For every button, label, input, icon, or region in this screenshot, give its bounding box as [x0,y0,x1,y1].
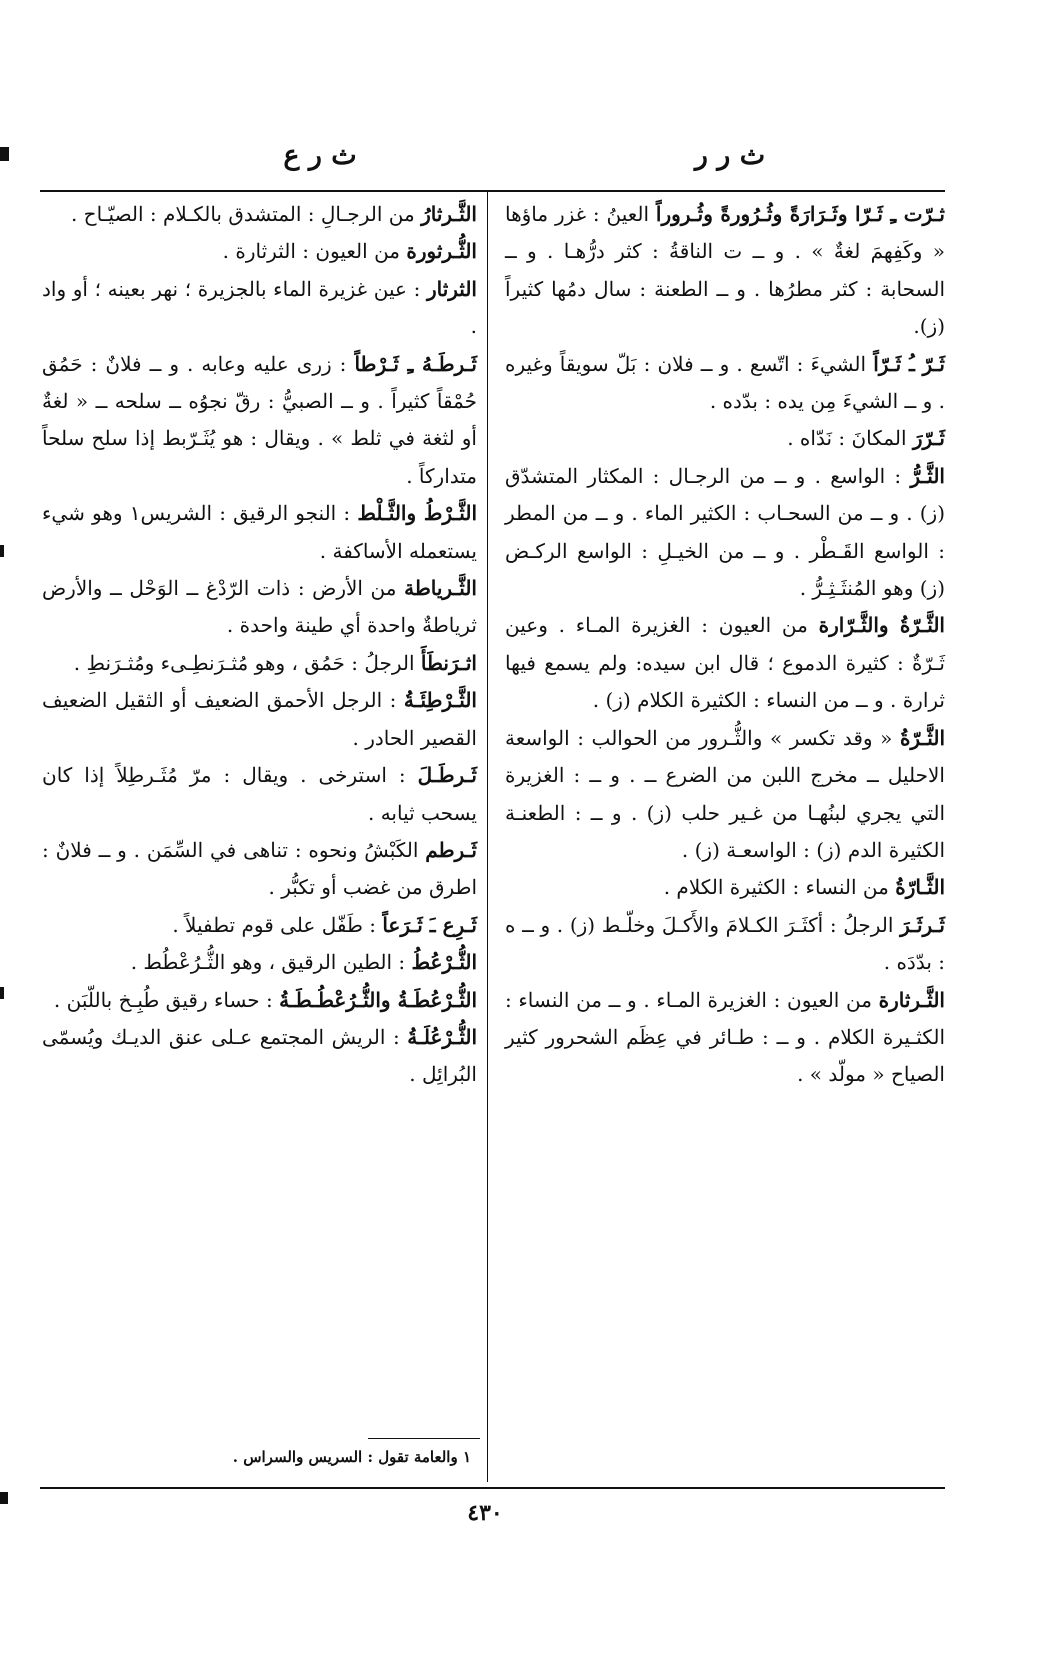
left-column [42,196,477,1094]
dictionary-entry [42,832,477,907]
dictionary-entry [505,869,945,906]
headword: ثَـرطَـهُ ـِ ثَـرْطاً [354,351,477,376]
headword: الثَّـرّةُ والثَّـرّارة [818,613,945,638]
edge-mark [0,147,9,161]
definition: : عين غزيرة الماء بالجزيرة ؛ نهر بعينه ؛ أو واد . [42,276,477,339]
right-column [505,196,945,1094]
edge-mark [0,545,4,557]
headword: الثَّـرْطُ والثَّـلْط [357,501,477,526]
running-header-right: ث ر ر [694,140,766,171]
headword: ثَـرّ ـُ ثَـرّاً [873,351,946,376]
headword: الثَّـرياطة [404,576,477,601]
top-rule [40,190,945,192]
dictionary-entry [42,982,477,1019]
headword: الثَّـرّةُ [899,725,945,750]
dictionary-entry [42,682,477,757]
definition: الشيءَ : اتّسع . و ــ فلان : بَلّ سويقاً وغيره . و ــ الشيءَ مِن يده : بدّده . [505,351,945,414]
definition: : طَفّل على قوم تطفيلاً . [172,912,383,937]
headword: الثُّـرْعُلَـةُ [407,1024,477,1049]
dictionary-entry [42,757,477,832]
dictionary-entry [505,458,945,608]
dictionary-entry [505,907,945,982]
definition: : حساء رقيق طُبِـخ باللّبَن . [53,987,280,1012]
dictionary-entry [505,982,945,1094]
bottom-rule [40,1487,945,1489]
definition: المكانَ : نَدّاه . [787,426,913,451]
definition: الكَبْشُ ونحوه : تناهى في السِّمَن . و ــ فلانٌ : اطرق من غضب أو تكبُّر . [42,837,477,900]
dictionary-entry [505,196,945,346]
headword: الثَّـرْطِئَـةُ [403,688,477,713]
headword: الثَّـرُّ [910,463,945,488]
dictionary-entry [42,233,477,270]
headword: الثُّـرْعُطَـةُ والثُّـرُعْطُـطَـةُ [279,987,477,1012]
headword: الثُّـرثورة [406,239,477,264]
footnote-rule [368,1438,480,1439]
headword: ثـرّت ـِ ثَـرّا وثَـرَارَةً وثُـرُورةً وثُـروراً [655,202,946,226]
dictionary-entry [42,570,477,645]
column-divider [487,192,488,1482]
headword: ثَـرطَـلَ [417,763,477,788]
dictionary-entry [505,420,945,457]
definition: من العيون : الثرثارة . [222,239,407,264]
definition: من الأرض : ذات الرّدْغ ــ الوَحْل ــ والأرض ثرياطةٌ واحدة أي طينة واحدة . [42,576,477,638]
headword: الثَّـارّةُ [895,875,945,900]
page-number: ٤٣٠ [467,1500,503,1526]
definition: : استرخى . ويقال : مرّ مُثَـرطِلاً إذا كان يسحب ثيابه . [42,763,477,825]
headword: الثَّـرثارة [878,987,945,1012]
definition: العينُ : غزر ماؤها « وكَفِهمَ لغةٌ » . و ــ ت الناقةُ : كثر درُّهـا . و ــ السحابة : كثر مطرُها . و ــ الطعنة : سال دمُها كثيراً (ز). [505,202,945,339]
headword: ثَـرثَـرَ [900,912,945,937]
headword: الثُّـرْعُطُ [411,950,477,975]
definition: : الريش المجتمع عـلى عنق الديـك ويُسمّى البُرائِل . [42,1024,477,1087]
dictionary-entry [42,907,477,944]
dictionary-entry [42,271,477,346]
headword: ثَـرطم [425,837,477,862]
dictionary-entry [505,720,945,870]
definition: : الرجل الأحمق الضعيف أو الثقيل الضعيف القصير الحادر . [42,688,477,750]
headword: ثَـرِع ـَ ثَـرَعاً [382,912,477,937]
dictionary-entry [505,346,945,421]
definition: : زرى عليه وعابه . و ــ فلانٌ : حَمُق حُمْقاً كثيراً . و ــ الصبيُّ : رقّ نجوُه ــ سلحه ــ « لغةٌ أو لثغة في ثلط » . ويقال : هو يُثَـرّبط إذا سلح سلحاً متداركاً . [42,351,477,488]
definition: من العيون : الغزيرة المـاء . و ــ من النساء : الكثـيرة الكلام . و ــ : طـائر في عِظَم الشحرور كثير الصياح « مولّد » . [505,987,945,1087]
edge-mark [0,1492,8,1504]
definition: الرجلُ : حَمُق ، وهو مُثـرَنطِـىء ومُثـرَنطِ . [73,650,421,675]
dictionary-entry [42,495,477,570]
definition: من الرجـالِ : المتشدق بالكـلام : الصيّـاح . [70,202,422,226]
definition: من العيون : الغزيرة المـاء . وعين ثَـرّةٌ : كثيرة الدموع ؛ قال ابن سيده: ولم يسمع فيها ثرارة . و ــ من النساء : الكثيرة الكلام (ز) . [505,613,945,713]
headword: الثرثار [426,276,477,301]
definition: « وقد تكسر » والثُّـرور من الحوالب : الواسعة الاحليل ــ مخرج اللبن من الضرع ــ . و ــ : الغزيرة التي يجري لبنُهـا من غـير حلب (ز) . و ــ : الطعنـة الكثيرة الدم (ز) : الواسعـة (ز) . [505,725,945,862]
definition: الرجلُ : أكثَـرَ الكـلامَ والأَكـلَ وخلّـط (ز) . و ــ ه : بدّدَه . [505,912,945,975]
headword: اثـرَنطَأَ [420,650,477,675]
headword: ثَـرّرَ [912,426,945,451]
edge-mark [0,987,4,999]
definition: من النساء : الكثيرة الكلام . [663,875,896,900]
dictionary-entry [42,1019,477,1094]
definition: : النجو الرقيق : الشريس١ وهو شيء يستعمله الأساكفة . [42,501,477,563]
dictionary-entry [42,645,477,682]
dictionary-entry [42,346,477,496]
dictionary-entry [42,944,477,981]
footnote: ١ والعامة تقول : السريس والسراس . [232,1448,471,1466]
headword: الثَّـرثارُ [421,202,477,226]
definition: : الواسع . و ــ من الرجـال : المكثار المتشدّق (ز) . و ــ من السحـاب : الكثير الماء . و ــ من المطر : الواسع القَـطْر . و ــ من الخيـلِ : الواسع الركـض (ز) وهو المُنثَـثِـرُّ . [505,463,945,601]
definition: : الطين الرقيق ، وهو الثُّـرُعْطُط . [130,950,412,975]
running-header-left: ث ر ع [283,140,357,171]
dictionary-entry [505,607,945,719]
dictionary-entry [42,196,477,233]
